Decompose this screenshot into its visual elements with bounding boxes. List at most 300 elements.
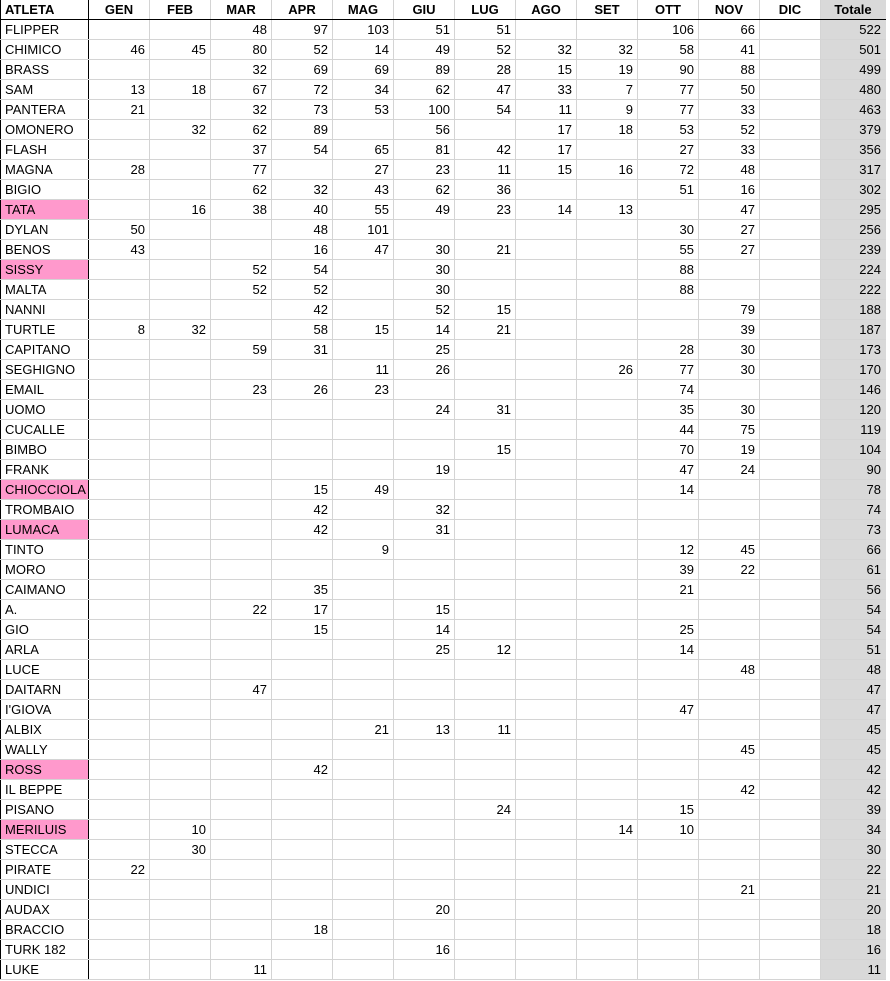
month-score-cell[interactable] xyxy=(211,580,272,600)
month-score-cell[interactable]: 50 xyxy=(699,80,760,100)
month-score-cell[interactable] xyxy=(333,900,394,920)
month-score-cell[interactable] xyxy=(89,660,150,680)
month-score-cell[interactable] xyxy=(211,560,272,580)
month-score-cell[interactable] xyxy=(333,520,394,540)
month-score-cell[interactable]: 10 xyxy=(638,820,699,840)
month-score-cell[interactable] xyxy=(211,900,272,920)
month-score-cell[interactable]: 32 xyxy=(577,40,638,60)
month-score-cell[interactable] xyxy=(272,780,333,800)
month-score-cell[interactable] xyxy=(150,20,211,40)
month-score-cell[interactable] xyxy=(577,260,638,280)
month-score-cell[interactable] xyxy=(333,120,394,140)
month-score-cell[interactable]: 22 xyxy=(699,560,760,580)
month-score-cell[interactable] xyxy=(638,660,699,680)
month-score-cell[interactable]: 58 xyxy=(638,40,699,60)
month-score-cell[interactable] xyxy=(150,440,211,460)
month-score-cell[interactable] xyxy=(455,520,516,540)
month-score-cell[interactable] xyxy=(577,580,638,600)
total-score-cell[interactable]: 146 xyxy=(821,380,886,400)
month-score-cell[interactable] xyxy=(516,460,577,480)
month-score-cell[interactable]: 15 xyxy=(333,320,394,340)
month-score-cell[interactable] xyxy=(150,60,211,80)
month-score-cell[interactable] xyxy=(577,460,638,480)
month-score-cell[interactable]: 16 xyxy=(150,200,211,220)
month-score-cell[interactable] xyxy=(455,340,516,360)
month-score-cell[interactable] xyxy=(211,360,272,380)
month-score-cell[interactable] xyxy=(333,920,394,940)
month-score-cell[interactable] xyxy=(516,960,577,980)
month-score-cell[interactable] xyxy=(211,860,272,880)
month-score-cell[interactable] xyxy=(89,840,150,860)
month-score-cell[interactable] xyxy=(760,120,821,140)
month-score-cell[interactable]: 89 xyxy=(394,60,455,80)
athlete-name-cell[interactable]: LUMACA xyxy=(1,520,89,540)
month-score-cell[interactable] xyxy=(516,840,577,860)
month-score-cell[interactable]: 26 xyxy=(394,360,455,380)
month-score-cell[interactable] xyxy=(577,560,638,580)
total-score-cell[interactable]: 54 xyxy=(821,600,886,620)
month-score-cell[interactable]: 27 xyxy=(699,240,760,260)
month-score-cell[interactable] xyxy=(333,860,394,880)
month-score-cell[interactable]: 48 xyxy=(211,20,272,40)
month-score-cell[interactable] xyxy=(638,920,699,940)
month-score-cell[interactable]: 43 xyxy=(333,180,394,200)
athlete-name-cell[interactable]: CAPITANO xyxy=(1,340,89,360)
month-score-cell[interactable]: 52 xyxy=(394,300,455,320)
month-score-cell[interactable]: 31 xyxy=(455,400,516,420)
month-score-cell[interactable] xyxy=(89,540,150,560)
month-score-cell[interactable] xyxy=(516,180,577,200)
month-score-cell[interactable]: 19 xyxy=(394,460,455,480)
month-score-cell[interactable] xyxy=(760,180,821,200)
month-score-cell[interactable] xyxy=(455,380,516,400)
month-score-cell[interactable] xyxy=(272,160,333,180)
month-score-cell[interactable]: 14 xyxy=(638,640,699,660)
month-score-cell[interactable] xyxy=(211,760,272,780)
month-score-cell[interactable]: 15 xyxy=(638,800,699,820)
month-score-cell[interactable]: 24 xyxy=(455,800,516,820)
month-score-cell[interactable]: 23 xyxy=(211,380,272,400)
month-score-cell[interactable] xyxy=(760,440,821,460)
month-score-cell[interactable] xyxy=(211,800,272,820)
month-score-cell[interactable] xyxy=(760,280,821,300)
total-score-cell[interactable]: 42 xyxy=(821,780,886,800)
month-score-cell[interactable]: 16 xyxy=(699,180,760,200)
month-score-cell[interactable] xyxy=(455,480,516,500)
total-score-cell[interactable]: 104 xyxy=(821,440,886,460)
month-score-cell[interactable]: 17 xyxy=(272,600,333,620)
month-score-cell[interactable]: 77 xyxy=(638,80,699,100)
month-score-cell[interactable] xyxy=(699,640,760,660)
month-score-cell[interactable] xyxy=(577,920,638,940)
total-score-cell[interactable]: 30 xyxy=(821,840,886,860)
month-score-cell[interactable] xyxy=(89,440,150,460)
month-score-cell[interactable] xyxy=(577,240,638,260)
month-score-cell[interactable] xyxy=(150,220,211,240)
month-score-cell[interactable] xyxy=(455,660,516,680)
month-score-cell[interactable] xyxy=(577,880,638,900)
month-score-cell[interactable]: 15 xyxy=(394,600,455,620)
athlete-name-cell[interactable]: I'GIOVA xyxy=(1,700,89,720)
month-score-cell[interactable] xyxy=(577,320,638,340)
month-score-cell[interactable]: 45 xyxy=(699,540,760,560)
month-score-cell[interactable] xyxy=(577,420,638,440)
month-score-cell[interactable] xyxy=(760,640,821,660)
month-score-cell[interactable]: 47 xyxy=(455,80,516,100)
athlete-name-cell[interactable]: IL BEPPE xyxy=(1,780,89,800)
month-score-cell[interactable] xyxy=(577,720,638,740)
month-score-cell[interactable]: 88 xyxy=(699,60,760,80)
month-score-cell[interactable] xyxy=(699,900,760,920)
month-score-cell[interactable]: 15 xyxy=(455,440,516,460)
month-score-cell[interactable] xyxy=(150,580,211,600)
month-score-cell[interactable]: 30 xyxy=(638,220,699,240)
month-score-cell[interactable] xyxy=(211,620,272,640)
total-score-cell[interactable]: 78 xyxy=(821,480,886,500)
month-score-cell[interactable] xyxy=(394,960,455,980)
month-score-cell[interactable] xyxy=(150,940,211,960)
month-score-cell[interactable] xyxy=(455,500,516,520)
month-score-cell[interactable] xyxy=(699,860,760,880)
month-score-cell[interactable] xyxy=(150,280,211,300)
month-score-cell[interactable]: 69 xyxy=(272,60,333,80)
month-score-cell[interactable] xyxy=(211,300,272,320)
month-score-cell[interactable] xyxy=(699,940,760,960)
month-score-cell[interactable] xyxy=(516,780,577,800)
month-score-cell[interactable]: 62 xyxy=(211,180,272,200)
month-score-cell[interactable] xyxy=(638,760,699,780)
month-score-cell[interactable]: 28 xyxy=(89,160,150,180)
month-score-cell[interactable] xyxy=(272,880,333,900)
month-score-cell[interactable]: 100 xyxy=(394,100,455,120)
month-score-cell[interactable] xyxy=(516,800,577,820)
month-score-cell[interactable] xyxy=(89,940,150,960)
month-score-cell[interactable]: 69 xyxy=(333,60,394,80)
month-score-cell[interactable] xyxy=(760,200,821,220)
month-score-cell[interactable]: 32 xyxy=(211,100,272,120)
month-score-cell[interactable]: 30 xyxy=(394,280,455,300)
month-score-cell[interactable]: 50 xyxy=(89,220,150,240)
month-score-cell[interactable]: 39 xyxy=(699,320,760,340)
total-score-cell[interactable]: 522 xyxy=(821,20,886,40)
month-score-cell[interactable] xyxy=(150,860,211,880)
month-score-cell[interactable] xyxy=(394,420,455,440)
month-score-cell[interactable] xyxy=(699,920,760,940)
month-score-cell[interactable] xyxy=(150,520,211,540)
month-score-cell[interactable]: 39 xyxy=(638,560,699,580)
total-score-cell[interactable]: 480 xyxy=(821,80,886,100)
month-score-cell[interactable]: 30 xyxy=(699,360,760,380)
total-score-cell[interactable]: 11 xyxy=(821,960,886,980)
athlete-name-cell[interactable]: LUKE xyxy=(1,960,89,980)
month-score-cell[interactable] xyxy=(211,880,272,900)
month-score-cell[interactable]: 11 xyxy=(211,960,272,980)
month-score-cell[interactable] xyxy=(394,700,455,720)
athlete-name-cell[interactable]: TATA xyxy=(1,200,89,220)
month-score-cell[interactable]: 10 xyxy=(150,820,211,840)
athlete-name-cell[interactable]: SAM xyxy=(1,80,89,100)
month-score-cell[interactable]: 9 xyxy=(577,100,638,120)
month-score-cell[interactable] xyxy=(760,840,821,860)
month-score-cell[interactable] xyxy=(333,460,394,480)
month-score-cell[interactable] xyxy=(150,460,211,480)
month-score-cell[interactable] xyxy=(333,760,394,780)
total-score-cell[interactable]: 42 xyxy=(821,760,886,780)
month-score-cell[interactable]: 72 xyxy=(638,160,699,180)
total-score-cell[interactable]: 61 xyxy=(821,560,886,580)
month-score-cell[interactable] xyxy=(150,180,211,200)
month-score-cell[interactable] xyxy=(760,740,821,760)
total-score-cell[interactable]: 22 xyxy=(821,860,886,880)
month-score-cell[interactable] xyxy=(699,480,760,500)
month-score-cell[interactable] xyxy=(150,540,211,560)
athlete-name-cell[interactable]: PIRATE xyxy=(1,860,89,880)
month-score-cell[interactable] xyxy=(760,660,821,680)
month-score-cell[interactable] xyxy=(89,480,150,500)
month-score-cell[interactable]: 73 xyxy=(272,100,333,120)
month-score-cell[interactable] xyxy=(699,800,760,820)
month-score-cell[interactable]: 49 xyxy=(394,200,455,220)
total-score-cell[interactable]: 239 xyxy=(821,240,886,260)
total-score-cell[interactable]: 173 xyxy=(821,340,886,360)
month-score-cell[interactable] xyxy=(272,700,333,720)
month-score-cell[interactable] xyxy=(455,680,516,700)
athlete-name-cell[interactable]: AUDAX xyxy=(1,900,89,920)
month-score-cell[interactable]: 13 xyxy=(394,720,455,740)
month-score-cell[interactable] xyxy=(455,580,516,600)
athlete-name-cell[interactable]: TURTLE xyxy=(1,320,89,340)
month-score-cell[interactable]: 28 xyxy=(638,340,699,360)
athlete-name-cell[interactable]: SEGHIGNO xyxy=(1,360,89,380)
column-header-month[interactable]: MAG xyxy=(333,0,394,20)
athlete-name-cell[interactable]: CHIMICO xyxy=(1,40,89,60)
month-score-cell[interactable] xyxy=(577,660,638,680)
month-score-cell[interactable] xyxy=(333,820,394,840)
month-score-cell[interactable] xyxy=(272,720,333,740)
month-score-cell[interactable] xyxy=(150,420,211,440)
month-score-cell[interactable] xyxy=(211,220,272,240)
month-score-cell[interactable] xyxy=(516,720,577,740)
month-score-cell[interactable] xyxy=(455,460,516,480)
month-score-cell[interactable]: 97 xyxy=(272,20,333,40)
month-score-cell[interactable]: 62 xyxy=(394,80,455,100)
month-score-cell[interactable] xyxy=(638,880,699,900)
month-score-cell[interactable]: 54 xyxy=(455,100,516,120)
month-score-cell[interactable]: 53 xyxy=(638,120,699,140)
month-score-cell[interactable]: 54 xyxy=(272,260,333,280)
total-score-cell[interactable]: 48 xyxy=(821,660,886,680)
month-score-cell[interactable]: 23 xyxy=(455,200,516,220)
month-score-cell[interactable] xyxy=(699,840,760,860)
month-score-cell[interactable] xyxy=(760,20,821,40)
month-score-cell[interactable] xyxy=(211,660,272,680)
month-score-cell[interactable]: 37 xyxy=(211,140,272,160)
month-score-cell[interactable] xyxy=(760,260,821,280)
month-score-cell[interactable] xyxy=(89,200,150,220)
month-score-cell[interactable] xyxy=(760,400,821,420)
total-score-cell[interactable]: 73 xyxy=(821,520,886,540)
month-score-cell[interactable] xyxy=(760,560,821,580)
month-score-cell[interactable] xyxy=(211,420,272,440)
month-score-cell[interactable] xyxy=(455,280,516,300)
total-score-cell[interactable]: 74 xyxy=(821,500,886,520)
month-score-cell[interactable]: 77 xyxy=(638,100,699,120)
month-score-cell[interactable] xyxy=(760,880,821,900)
month-score-cell[interactable] xyxy=(638,300,699,320)
month-score-cell[interactable] xyxy=(760,500,821,520)
month-score-cell[interactable] xyxy=(699,620,760,640)
month-score-cell[interactable] xyxy=(638,840,699,860)
month-score-cell[interactable] xyxy=(89,900,150,920)
month-score-cell[interactable]: 81 xyxy=(394,140,455,160)
athlete-name-cell[interactable]: LUCE xyxy=(1,660,89,680)
month-score-cell[interactable]: 101 xyxy=(333,220,394,240)
month-score-cell[interactable] xyxy=(272,460,333,480)
month-score-cell[interactable]: 24 xyxy=(699,460,760,480)
month-score-cell[interactable] xyxy=(577,900,638,920)
month-score-cell[interactable]: 42 xyxy=(272,300,333,320)
athlete-name-cell[interactable]: MAGNA xyxy=(1,160,89,180)
month-score-cell[interactable] xyxy=(150,360,211,380)
month-score-cell[interactable] xyxy=(760,360,821,380)
month-score-cell[interactable] xyxy=(699,380,760,400)
month-score-cell[interactable] xyxy=(333,440,394,460)
month-score-cell[interactable] xyxy=(455,960,516,980)
month-score-cell[interactable]: 52 xyxy=(699,120,760,140)
month-score-cell[interactable] xyxy=(333,260,394,280)
month-score-cell[interactable] xyxy=(272,820,333,840)
total-score-cell[interactable]: 170 xyxy=(821,360,886,380)
athlete-name-cell[interactable]: GIO xyxy=(1,620,89,640)
month-score-cell[interactable]: 65 xyxy=(333,140,394,160)
month-score-cell[interactable] xyxy=(89,780,150,800)
month-score-cell[interactable] xyxy=(760,580,821,600)
month-score-cell[interactable]: 16 xyxy=(394,940,455,960)
athlete-name-cell[interactable]: WALLY xyxy=(1,740,89,760)
month-score-cell[interactable]: 42 xyxy=(272,760,333,780)
month-score-cell[interactable] xyxy=(89,560,150,580)
month-score-cell[interactable] xyxy=(272,400,333,420)
month-score-cell[interactable] xyxy=(89,20,150,40)
month-score-cell[interactable]: 75 xyxy=(699,420,760,440)
month-score-cell[interactable] xyxy=(89,300,150,320)
column-header-month[interactable]: MAR xyxy=(211,0,272,20)
month-score-cell[interactable] xyxy=(699,580,760,600)
total-score-cell[interactable]: 90 xyxy=(821,460,886,480)
month-score-cell[interactable] xyxy=(150,740,211,760)
column-header-month[interactable]: OTT xyxy=(638,0,699,20)
month-score-cell[interactable] xyxy=(577,800,638,820)
total-score-cell[interactable]: 51 xyxy=(821,640,886,660)
month-score-cell[interactable] xyxy=(699,520,760,540)
month-score-cell[interactable] xyxy=(638,680,699,700)
athlete-name-cell[interactable]: OMONERO xyxy=(1,120,89,140)
month-score-cell[interactable] xyxy=(760,480,821,500)
month-score-cell[interactable]: 17 xyxy=(516,120,577,140)
month-score-cell[interactable] xyxy=(638,720,699,740)
column-header-month[interactable]: SET xyxy=(577,0,638,20)
month-score-cell[interactable] xyxy=(150,380,211,400)
month-score-cell[interactable] xyxy=(89,920,150,940)
month-score-cell[interactable] xyxy=(760,900,821,920)
month-score-cell[interactable]: 20 xyxy=(394,900,455,920)
month-score-cell[interactable] xyxy=(516,740,577,760)
month-score-cell[interactable] xyxy=(211,740,272,760)
month-score-cell[interactable] xyxy=(577,540,638,560)
athlete-name-cell[interactable]: TINTO xyxy=(1,540,89,560)
month-score-cell[interactable]: 30 xyxy=(699,400,760,420)
month-score-cell[interactable] xyxy=(89,620,150,640)
month-score-cell[interactable] xyxy=(577,520,638,540)
month-score-cell[interactable] xyxy=(577,480,638,500)
month-score-cell[interactable] xyxy=(577,300,638,320)
month-score-cell[interactable] xyxy=(150,340,211,360)
month-score-cell[interactable]: 26 xyxy=(577,360,638,380)
month-score-cell[interactable] xyxy=(577,860,638,880)
month-score-cell[interactable]: 7 xyxy=(577,80,638,100)
month-score-cell[interactable] xyxy=(577,220,638,240)
month-score-cell[interactable]: 8 xyxy=(89,320,150,340)
month-score-cell[interactable] xyxy=(89,880,150,900)
month-score-cell[interactable] xyxy=(455,860,516,880)
month-score-cell[interactable] xyxy=(333,500,394,520)
month-score-cell[interactable] xyxy=(89,260,150,280)
month-score-cell[interactable] xyxy=(760,320,821,340)
month-score-cell[interactable] xyxy=(333,880,394,900)
month-score-cell[interactable] xyxy=(89,180,150,200)
month-score-cell[interactable] xyxy=(333,680,394,700)
total-score-cell[interactable]: 20 xyxy=(821,900,886,920)
month-score-cell[interactable] xyxy=(699,720,760,740)
athlete-name-cell[interactable]: ARLA xyxy=(1,640,89,660)
month-score-cell[interactable] xyxy=(760,620,821,640)
month-score-cell[interactable]: 40 xyxy=(272,200,333,220)
month-score-cell[interactable]: 21 xyxy=(699,880,760,900)
month-score-cell[interactable] xyxy=(333,600,394,620)
month-score-cell[interactable] xyxy=(455,620,516,640)
month-score-cell[interactable]: 16 xyxy=(272,240,333,260)
month-score-cell[interactable] xyxy=(394,680,455,700)
month-score-cell[interactable] xyxy=(760,40,821,60)
month-score-cell[interactable] xyxy=(516,880,577,900)
month-score-cell[interactable]: 18 xyxy=(272,920,333,940)
month-score-cell[interactable]: 27 xyxy=(333,160,394,180)
month-score-cell[interactable] xyxy=(760,80,821,100)
month-score-cell[interactable]: 67 xyxy=(211,80,272,100)
month-score-cell[interactable]: 27 xyxy=(638,140,699,160)
month-score-cell[interactable]: 52 xyxy=(455,40,516,60)
month-score-cell[interactable] xyxy=(760,140,821,160)
month-score-cell[interactable] xyxy=(333,960,394,980)
month-score-cell[interactable] xyxy=(516,860,577,880)
month-score-cell[interactable] xyxy=(638,600,699,620)
month-score-cell[interactable] xyxy=(516,340,577,360)
month-score-cell[interactable] xyxy=(638,780,699,800)
month-score-cell[interactable] xyxy=(516,940,577,960)
month-score-cell[interactable]: 22 xyxy=(89,860,150,880)
month-score-cell[interactable]: 48 xyxy=(272,220,333,240)
month-score-cell[interactable] xyxy=(516,440,577,460)
month-score-cell[interactable]: 32 xyxy=(516,40,577,60)
month-score-cell[interactable] xyxy=(699,820,760,840)
month-score-cell[interactable] xyxy=(333,840,394,860)
month-score-cell[interactable] xyxy=(394,820,455,840)
month-score-cell[interactable]: 90 xyxy=(638,60,699,80)
month-score-cell[interactable]: 14 xyxy=(577,820,638,840)
month-score-cell[interactable] xyxy=(516,660,577,680)
month-score-cell[interactable] xyxy=(211,460,272,480)
month-score-cell[interactable] xyxy=(89,960,150,980)
